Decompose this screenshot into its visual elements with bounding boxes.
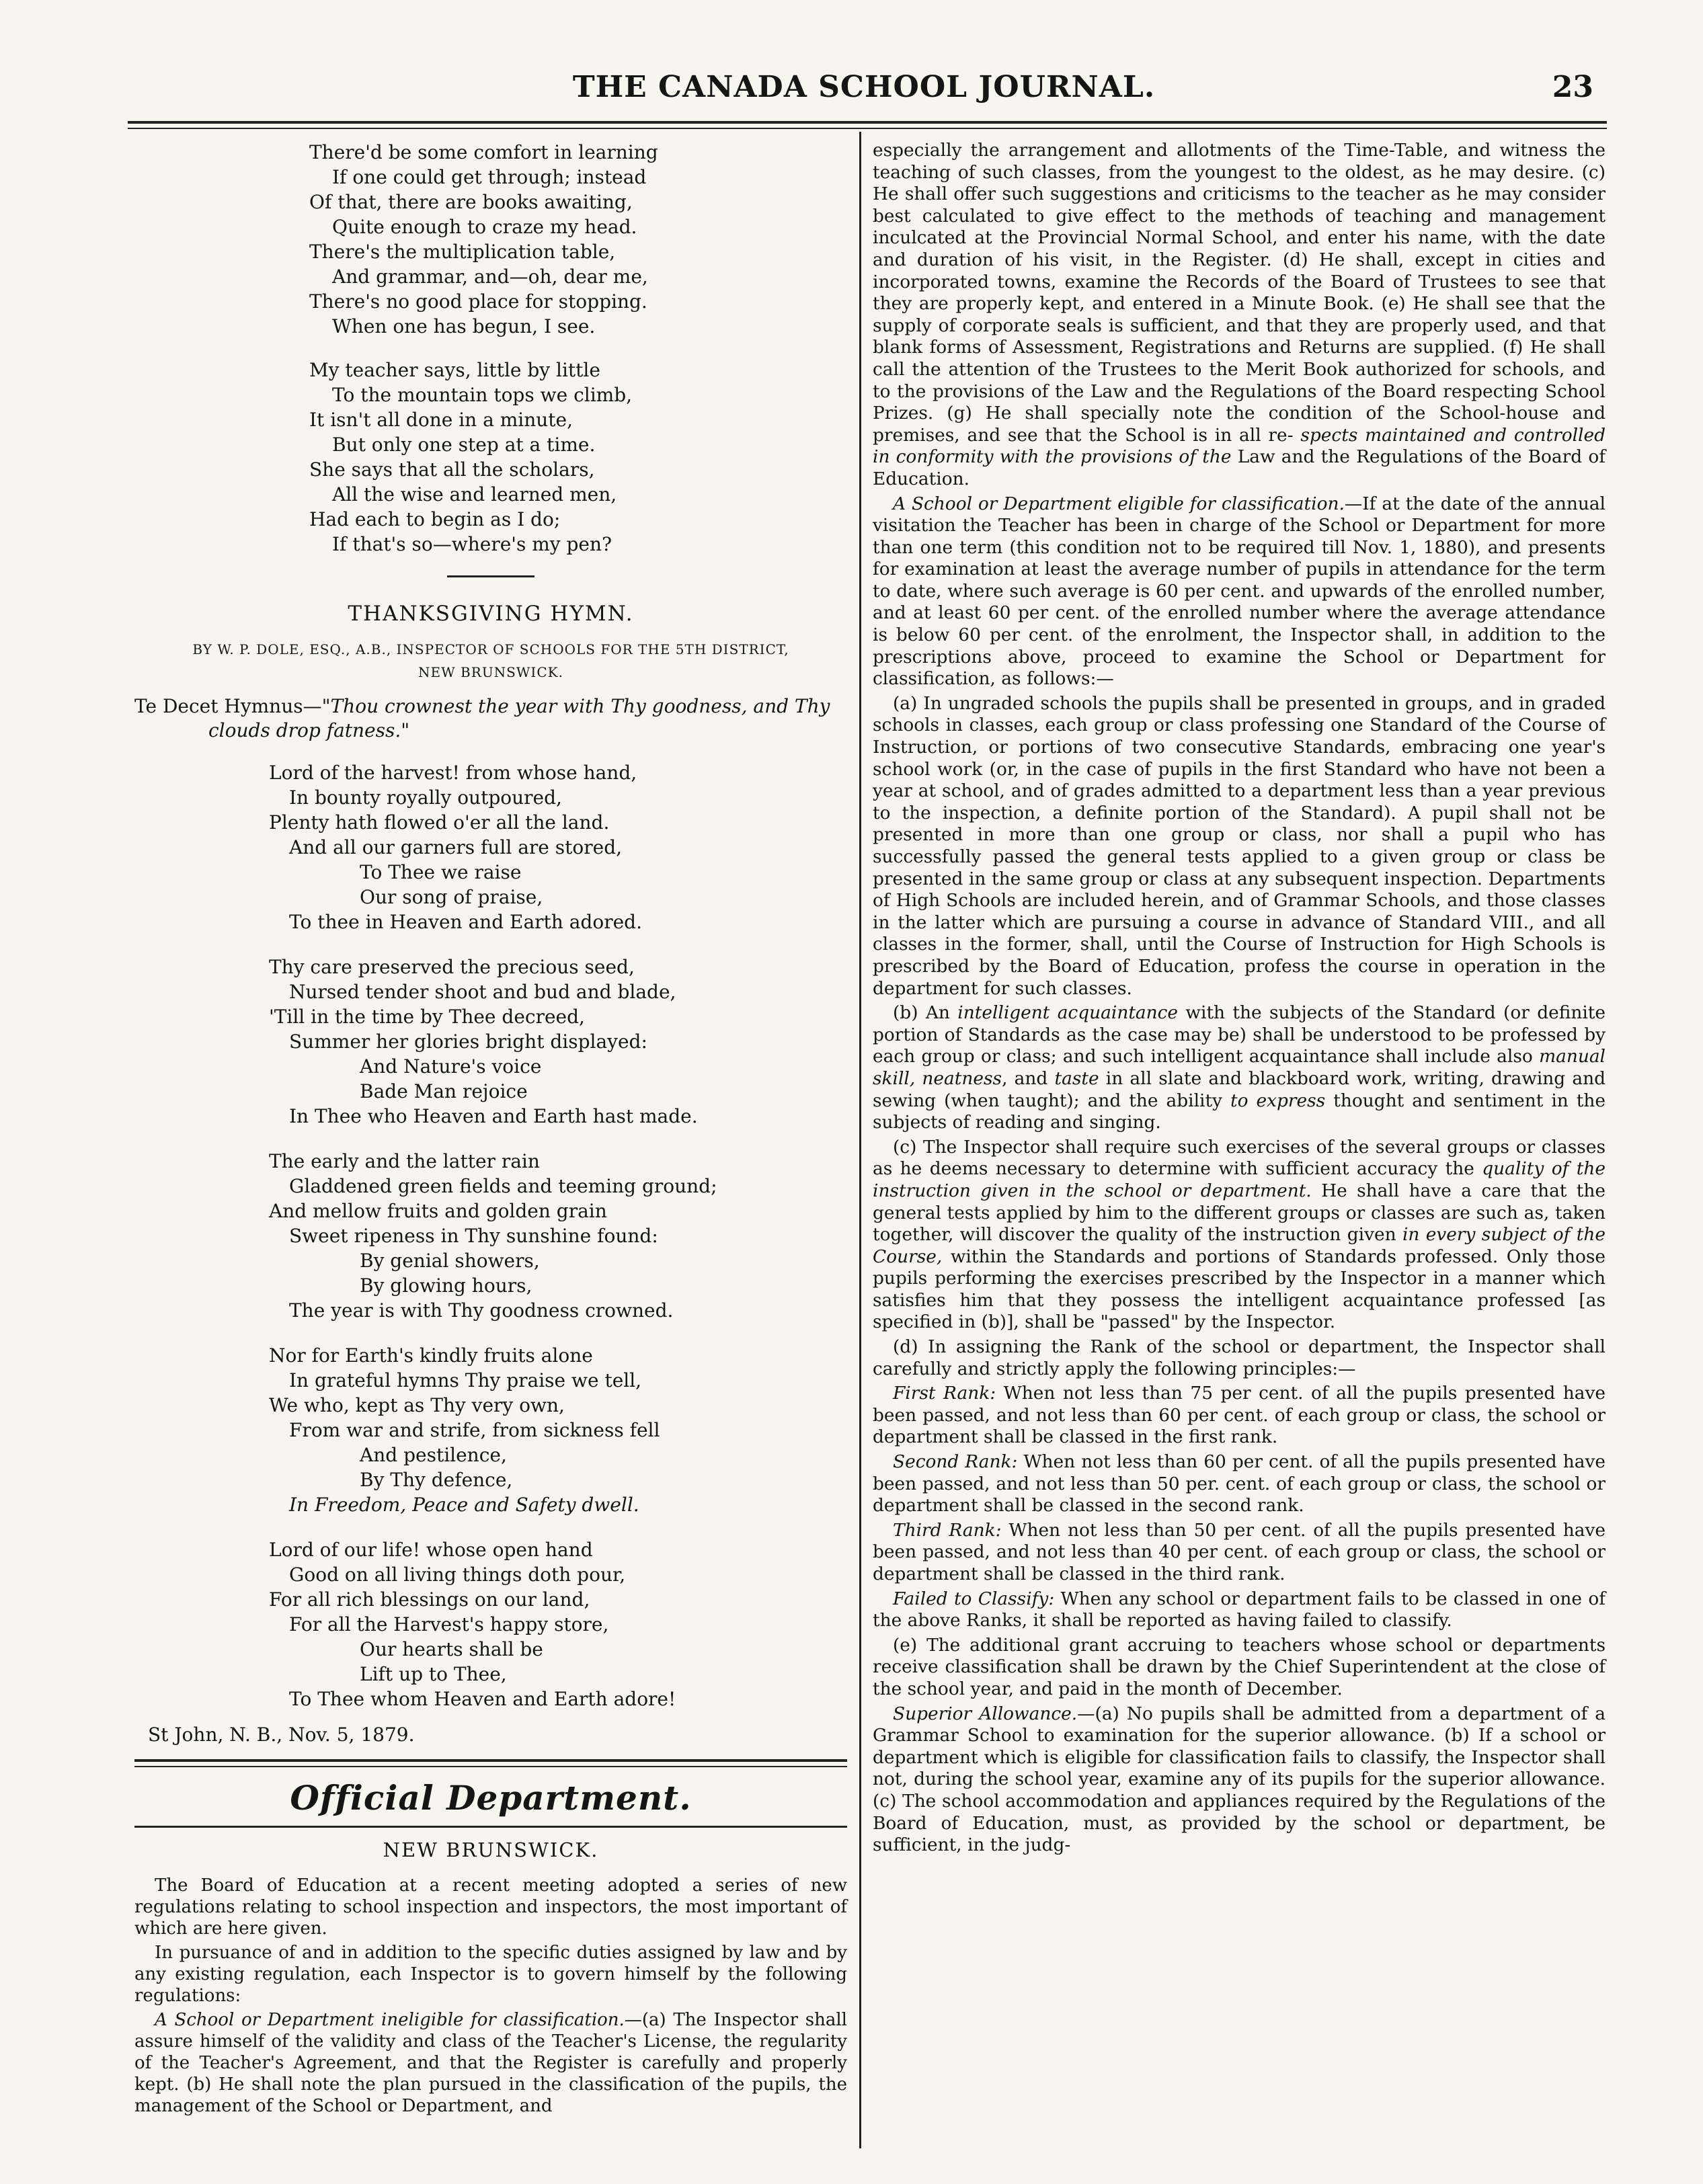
poem-stanza	[309, 140, 847, 339]
subheading: Superior Allowance.	[893, 1703, 1078, 1724]
poem-line: It isn't all done in a minute,	[309, 409, 573, 431]
paragraph-text: , and	[1002, 1067, 1055, 1089]
poem	[309, 140, 847, 557]
paragraph	[873, 140, 1606, 491]
department-rule	[134, 1826, 847, 1828]
poem-line: If one could get through; instead	[332, 166, 647, 188]
hymn-body	[269, 760, 847, 1711]
emphasis: taste	[1054, 1067, 1099, 1089]
hymn-line: In Thee who Heaven and Earth hast made.	[289, 1105, 698, 1127]
hymn-line: In Freedom, Peace and Safety dwell.	[289, 1494, 639, 1516]
rank-label: Failed to Classify:	[893, 1588, 1055, 1609]
hymn-stanza	[269, 1537, 847, 1711]
paragraph-text: (c) The Inspector shall require such exercises of the several groups or classes as he deems necessary to determine with sufficient accuracy the	[873, 1136, 1606, 1180]
byline-line: BY W. P. DOLE, ESQ., A.B., INSPECTOR OF SCHOOLS FOR THE 5TH DISTRICT,	[192, 641, 789, 657]
paragraph	[873, 1588, 1606, 1632]
subheading: A School or Department ineligible for classification.	[155, 2010, 625, 2030]
paragraph-text: Law and the Regulations of the Board of Education.	[873, 446, 1606, 489]
paragraph-text: (b) An	[893, 1002, 958, 1024]
paragraph	[873, 1383, 1606, 1449]
paragraph	[134, 2009, 847, 2117]
paragraph	[873, 1520, 1606, 1586]
paragraph-italic: spects maintained and controlled in conformity with the provisions of the	[873, 424, 1606, 468]
hymn-line: Lift up to Thee,	[360, 1663, 507, 1685]
poem-line: Quite enough to craze my head.	[332, 216, 637, 238]
poem-line: Of that, there are books awaiting,	[309, 191, 633, 213]
hymn-line: From war and strife, from sickness fell	[289, 1419, 660, 1441]
paragraph-text: with the subjects of the Standard (or definite portion of Standards as the case may be) shall be understood to be professed by each group or class; and such intelligent acquaintance shall include also	[873, 1002, 1606, 1067]
epigraph-lead: Te Decet Hymnus—	[134, 695, 322, 717]
subheading: A School or Department eligible for classification.	[893, 493, 1345, 514]
right-column	[873, 140, 1606, 1859]
poem-line: Had each to begin as I do;	[309, 508, 561, 530]
poem-line: There's no good place for stopping.	[309, 290, 647, 313]
poem-line: If that's so—where's my pen?	[332, 533, 612, 555]
hymn-line: Nursed tender shoot and bud and blade,	[289, 981, 676, 1003]
paragraph-text: in all slate and blackboard work, writing, drawing and sewing (when taught); and the ability	[873, 1067, 1606, 1111]
hymn-line: To Thee whom Heaven and Earth adore!	[289, 1688, 676, 1710]
paragraph	[873, 1703, 1606, 1857]
hymn-line: Summer her glories bright displayed:	[289, 1030, 647, 1053]
paragraph-text: thought and sentiment in the subjects of reading and singing.	[873, 1090, 1606, 1133]
left-column	[134, 140, 847, 2119]
poem-line: But only one step at a time.	[332, 434, 596, 456]
hymn-line: And pestilence,	[360, 1444, 507, 1466]
paragraph-text: within the Standards and portions of Standards professed. Only those pupils performing the exercises prescribed by the Inspector in a manner which satisfies him that they possess the intelligent acquaintance professed [as specified in (b)], shall be "passed" by the Inspector.	[873, 1246, 1606, 1333]
regulations-text	[873, 140, 1606, 1857]
hymn-line: Nor for Earth's kindly fruits alone	[269, 1344, 593, 1367]
emphasis: quality of the instruction given in the school or department.	[873, 1158, 1606, 1201]
hymn-stanza	[269, 1149, 847, 1323]
hymn-line: We who, kept as Thy very own,	[269, 1394, 565, 1416]
hymn-line: Sweet ripeness in Thy sunshine found:	[289, 1225, 658, 1247]
poem-line: All the wise and learned men,	[332, 483, 617, 505]
hymn-line: In grateful hymns Thy praise we tell,	[289, 1369, 642, 1391]
hymn-line: The year is with Thy goodness crowned.	[289, 1299, 674, 1322]
paragraph	[873, 1137, 1606, 1334]
rank-label: First Rank:	[893, 1383, 996, 1404]
paragraph-text: When not less than 75 per cent. of all the pupils presented have been passed, and not less than 60 per cent. of each group or class, the school or department shall be classed in the first rank.	[873, 1383, 1606, 1448]
column-divider	[859, 132, 861, 2148]
paragraph	[873, 493, 1606, 690]
hymn-line: Plenty hath flowed o'er all the land.	[269, 811, 610, 834]
poem-line: There's the multiplication table,	[309, 241, 616, 263]
epigraph-quote: "Thou crownest the year with Thy goodness, and Thy clouds drop fatness."	[208, 695, 830, 741]
hymn-stanza	[269, 955, 847, 1129]
paragraph: (a) In ungraded schools the pupils shall be presented in groups, and in graded schools in classes, each group or class professing one Standard of the Course of Instruction, or portions of two consecutive Standards, embracing one year's school work (or, in the case of pupils in the first Standard who have not been a year at school, and of grades admitted to a department less than a year previous to the inspection, a definite portion of the Standard). A pupil shall not be presented in more than one group or class, nor shall a pupil who has successfully passed the general tests applied to a given group or class be presented in the same group or class at any subsequent inspection. Departments of High Schools are included herein, and of Grammar Schools, and those classes in the latter which are pursuing a course in advance of Standard VIII., and all classes in the former, shall, until the Course of Instruction for High Schools is prescribed by the Board of Education, profess the course in operation in the department for such classes.	[873, 692, 1606, 999]
paragraph-text: —If at the date of the annual visitation the Teacher has been in charge of the School or Department for more than one term (this condition not to be required till Nov. 1, 1880), and presents for examination at least the average number of pupils in attendance for the term to date, where such average is 60 per cent. and upwards of the enrolled number, and at least 60 per cent. of the enrolled number where the average attendance is below 60 per cent. of the enrolment, the Inspector shall, in addition to the prescriptions above, proceed to examine the School or Department for classification, as follows:—	[873, 493, 1606, 690]
paragraph-text: When not less than 60 per cent. of all the pupils presented have been passed, and not less than 50 per. cent. of each group or class, the school or department shall be classed in the second rank.	[873, 1451, 1606, 1516]
paragraph-text: When not less than 50 per cent. of all the pupils presented have been passed, and not less than 40 per cent. of each group or class, the school or department shall be classed in the third rank.	[873, 1519, 1606, 1584]
paragraph-text: especially the arrangement and allotments of the Time-Table, and witness the teaching of such classes, from the youngest to the oldest, as he may desire. (c) He shall offer such suggestions and criticisms to the teacher as he may consider best calculated to give effect to the methods of teaching and management inculcated at the Provincial Normal School, and enter his name, with the date and duration of his visit, in the Register. (d) He shall, except in cities and incorporated towns, examine the Records of the Board of Trustees to see that they are properly kept, and entered in a Minute Book. (e) He shall see that the supply of corporate seals is sufficient, and that they are properly used, and that blank forms of Assessment, Registrations and Returns are supplied. (f) He shall call the attention of the Trustees to the Merit Book authorized for schools, and to the provisions of the Law and the Regulations of the Board respecting School Prizes. (g) He shall specially note the condition of the School-house and premises, and see that the School is in all re-	[873, 140, 1606, 446]
emphasis: to express	[1230, 1090, 1326, 1111]
hymn-line: Lord of our life! whose open hand	[269, 1539, 593, 1561]
poem-line: She says that all the scholars,	[309, 458, 595, 481]
poem-line: When one has begun, I see.	[332, 315, 596, 337]
hymn-line: The early and the latter rain	[269, 1150, 540, 1172]
poem-line: There'd be some comfort in learning	[309, 141, 658, 163]
rank-label: Second Rank:	[893, 1451, 1018, 1473]
paragraph: (e) The additional grant accruing to teachers whose school or departments receive classification shall be drawn by the Chief Superintendent at the close of the school year, and paid in the month of December.	[873, 1634, 1606, 1699]
section-title: NEW BRUNSWICK.	[383, 1838, 599, 1861]
rank-label: Third Rank:	[893, 1519, 1002, 1541]
hymn-line: By genial showers,	[360, 1250, 540, 1272]
hymn-title: THANKSGIVING HYMN.	[348, 602, 634, 626]
hymn-line: To Thee we raise	[360, 861, 522, 883]
hymn-line: By glowing hours,	[360, 1275, 532, 1297]
paragraph-text: —(a) No pupils shall be admitted from a department of a Grammar School to examination for the superior allowance. (b) If a school or department which is eligible for classification fails to classify, the Inspector shall not, during the school year, examine any of its pupils for the superior allowance. (c) The school accommodation and appliances required by the Regulations of the Board of Education, must, as provided by the school or department, be sufficient, in the judg-	[873, 1703, 1606, 1856]
poem-line: To the mountain tops we climb,	[332, 384, 633, 406]
emphasis: manual skill, neatness	[873, 1046, 1606, 1089]
hymn-byline	[134, 638, 847, 684]
header-rule-thin	[128, 128, 1607, 129]
hymn-line: By Thy defence,	[360, 1469, 513, 1491]
hymn-line: To thee in Heaven and Earth adored.	[289, 911, 642, 933]
paragraph: The Board of Education at a recent meeting adopted a series of new regulations relating to school inspection and inspectors, the most important of which are here given.	[134, 1875, 847, 1939]
poem-line: And grammar, and—oh, dear me,	[332, 266, 648, 288]
hymn-line: Our hearts shall be	[360, 1638, 543, 1660]
header-rule	[128, 121, 1607, 124]
hymn-line: Bade Man rejoice	[360, 1080, 528, 1102]
hymn-line: 'Till in the time by Thee decreed,	[269, 1006, 585, 1028]
emphasis: intelligent acquaintance	[957, 1002, 1179, 1024]
hymn-line: For all the Harvest's happy store,	[289, 1613, 609, 1635]
hymn-line: And Nature's voice	[360, 1055, 542, 1078]
paragraph: In pursuance of and in addition to the specific duties assigned by law and by any existing regulation, each Inspector is to govern himself by the following regulations:	[134, 1943, 847, 2006]
hymn-line: And mellow fruits and golden grain	[269, 1200, 607, 1222]
hymn-line: In bounty royally outpoured,	[289, 786, 562, 809]
department-text	[134, 1875, 847, 2117]
section-double-rule	[134, 1759, 847, 1767]
emphasis: in every subject of the Course,	[873, 1224, 1606, 1267]
paragraph	[873, 1002, 1606, 1134]
paragraph: (d) In assigning the Rank of the school or department, the Inspector shall carefully and strictly apply the following principles:—	[873, 1336, 1606, 1379]
hymn-signoff: St John, N. B., Nov. 5, 1879.	[148, 1724, 415, 1746]
byline-line: NEW BRUNSWICK.	[418, 664, 563, 680]
hymn-line: Good on all living things doth pour,	[289, 1564, 626, 1586]
hymn-line: Thy care preserved the precious seed,	[269, 956, 635, 978]
page-number: 23	[1552, 70, 1593, 104]
section-separator	[447, 575, 534, 577]
hymn-stanza	[269, 1343, 847, 1517]
hymn-line: Our song of praise,	[360, 886, 543, 908]
hymn-line: Gladdened green fields and teeming ground;	[289, 1175, 717, 1197]
hymn-stanza	[269, 760, 847, 934]
hymn-line: Lord of the harvest! from whose hand,	[269, 762, 637, 784]
poem-stanza	[309, 358, 847, 557]
hymn-line: And all our garners full are stored,	[289, 836, 623, 858]
paragraph-text: —(a) The Inspector shall assure himself of the validity and class of the Teacher's License, the regularity of the Teacher's Agreement, and that the Register is carefully and properly kept. (b) He shall note the plan pursued in the classification of the pupils, the management of the School or Department, and	[134, 2010, 847, 2116]
paragraph	[873, 1451, 1606, 1517]
poem-line: My teacher says, little by little	[309, 359, 600, 381]
page-header	[128, 70, 1600, 110]
paragraph-text: When any school or department fails to be classed in one of the above Ranks, it shall be reported as having failed to classify.	[873, 1588, 1606, 1631]
journal-title: THE CANADA SCHOOL JOURNAL.	[572, 70, 1156, 104]
department-title: Official Department.	[290, 1778, 692, 1818]
hymn-epigraph	[134, 694, 847, 743]
paragraph-text: He shall have a care that the general tests applied by him to the different groups or classes are such as, taken together, will discover the quality of the instruction given	[873, 1180, 1606, 1246]
hymn-line: For all rich blessings on our land,	[269, 1588, 590, 1611]
